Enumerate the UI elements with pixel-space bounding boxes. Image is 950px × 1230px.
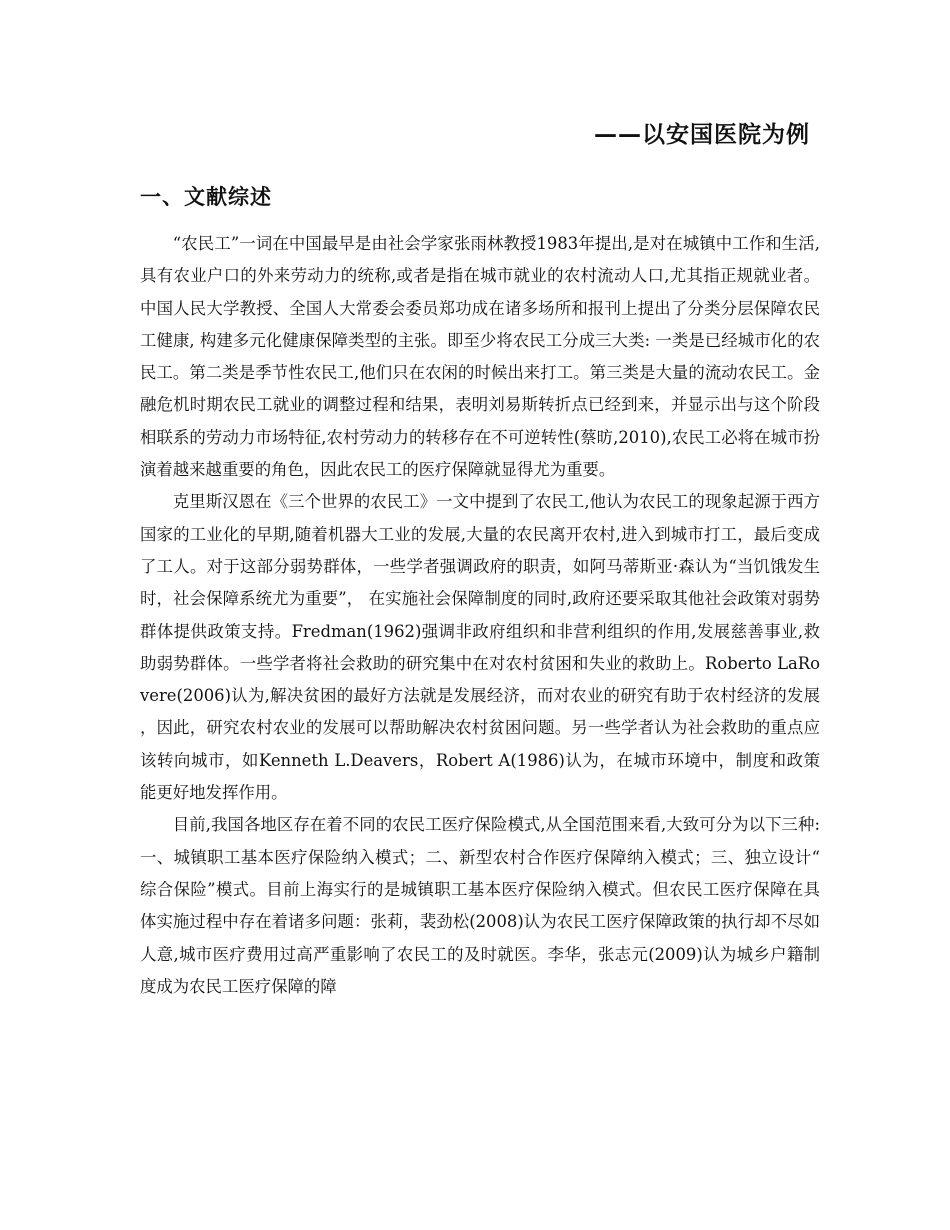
paragraph-1: “农民工”一词在中国最早是由社会学家张雨林教授1983年提出,是对在城镇中工作和生活,具有农业户口的外来劳动力的统称,或者是指在城市就业的农村流动人口,尤其指正规就业者。中国人民大学教授、全国人大常委会委员郑功成在诸多场所和报刊上提出了分类分层保障农民工健康, 构建多元化健康保障类型的主张。即至少将农民工分成三大类: 一类是已经城市化的农民工。第二类是季节性农民工,他们只在农闲的时候出来打工。第三类是大量的流动农民工。金融危机时期农民工就业的调整过程和结果，表明刘易斯转折点已经到来，并显示出与这个阶段相联系的劳动力市场特征,农村劳动力的转移存在不可逆转性(蔡昉,2010),农民工必将在城市扮演着越来越重要的角色，因此农民工的医疗保障就显得尤为重要。: [140, 234, 820, 480]
paragraph-2: 克里斯汉恩在《三个世界的农民工》一文中提到了农民工,他认为农民工的现象起源于西方国家的工业化的早期,随着机器大工业的发展,大量的农民离开农村,进入到城市打工，最后变成了工人。对于这部分弱势群体，一些学者强调政府的职责，如阿马蒂斯亚·森认为“当饥饿发生时，社会保障系统尤为重要”， 在实施社会保障制度的同时,政府还要采取其他社会政策对弱势群体提供政策支持。Fredman(1962)强调非政府组织和非营利组织的作用,发展慈善事业,救助弱势群体。一些学者将社会救助的研究集中在对农村贫困和失业的救助上。Roberto LaRovere(2006)认为,解决贫困的最好方法就是发展经济，而对农业的研究有助于农村经济的发展，因此，研究农村农业的发展可以帮助解决农村贫困问题。另一些学者认为社会救助的重点应该转向城市，如Kenneth L.Deavers，Robert A(1986)认为，在城市环境中，制度和政策能更好地发挥作用。: [140, 492, 820, 803]
section-heading: 一、文献综述: [140, 185, 272, 209]
paragraph-3: 目前,我国各地区存在着不同的农民工医疗保险模式,从全国范围来看,大致可分为以下三种:一、城镇职工基本医疗保险纳入模式；二、新型农村合作医疗保障纳入模式；三、独立设计“综合保险”模式。目前上海实行的是城镇职工基本医疗保险纳入模式。但农民工医疗保障在具体实施过程中存在着诸多问题：张莉，裴劲松(2008)认为农民工医疗保障政策的执行却不尽如人意,城市医疗费用过高严重影响了农民工的及时就医。李华，张志元(2009)认为城乡户籍制度成为农民工医疗保障的障: [140, 815, 820, 996]
body-text: [140, 228, 820, 1003]
document-subtitle: ——以安国医院为例: [594, 122, 810, 148]
